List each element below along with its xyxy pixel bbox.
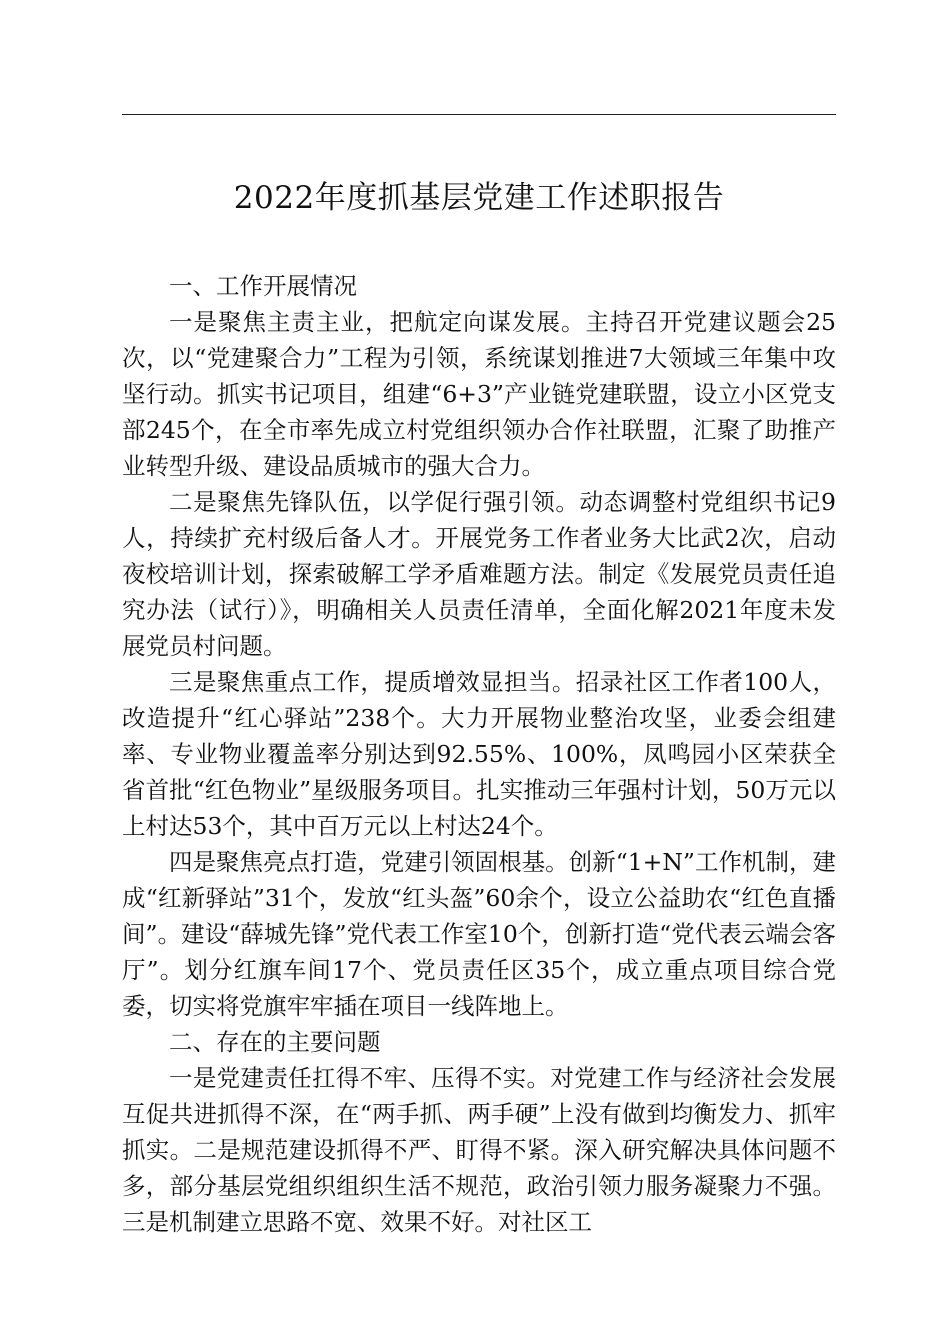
paragraph: 一是聚焦主责主业，把航定向谋发展。主持召开党建议题会25次，以“党建聚合力”工程为引领，系统谋划推进7大领域三年集中攻坚行动。抓实书记项目，组建“6+3”产业链党建联盟，设立小区党支部245个，在全市率先成立村党组织领办合作社联盟，汇聚了助推产业转型升级、建设品质城市的强大合力。 [122, 308, 836, 480]
paragraph: 四是聚焦亮点打造，党建引领固根基。创新“1+N”工作机制，建成“红新驿站”31个，发放“红头盔”60余个，设立公益助农“红色直播间”。建设“薛城先锋”党代表工作室10个，创新打造“党代表云端会客厅”。划分红旗车间17个、党员责任区35个，成立重点项目综合党委，切实将党旗牢牢插在项目一线阵地上。 [122, 848, 836, 1020]
section-heading: 一、工作开展情况 [169, 272, 357, 300]
document-body [122, 268, 836, 1240]
paragraph: 三是聚焦重点工作，提质增效显担当。招录社区工作者100人，改造提升“红心驿站”238个。大力开展物业整治攻坚，业委会组建率、专业物业覆盖率分别达到92.55%、100%，凤鸣园小区荣获全省首批“红色物业”星级服务项目。扎实推动三年强村计划，50万元以上村达53个，其中百万元以上村达24个。 [122, 668, 836, 840]
header-rule [122, 114, 836, 115]
paragraph: 二是聚焦先锋队伍，以学促行强引领。动态调整村党组织书记9人，持续扩充村级后备人才。开展党务工作者业务大比武2次，启动夜校培训计划，探索破解工学矛盾难题方法。制定《发展党员责任追究办法（试行）》，明确相关人员责任清单，全面化解2021年度未发展党员村问题。 [122, 488, 836, 660]
section-heading: 二、存在的主要问题 [169, 1028, 381, 1056]
document-title: 2022年度抓基层党建工作述职报告 [233, 180, 725, 216]
paragraph: 一是党建责任扛得不牢、压得不实。对党建工作与经济社会发展互促共进抓得不深，在“两手抓、两手硬”上没有做到均衡发力、抓牢抓实。二是规范建设抓得不严、盯得不紧。深入研究解决具体问题不多，部分基层党组织组织生活不规范，政治引领力服务凝聚力不强。三是机制建立思路不宽、效果不好。对社区工 [122, 1064, 836, 1236]
